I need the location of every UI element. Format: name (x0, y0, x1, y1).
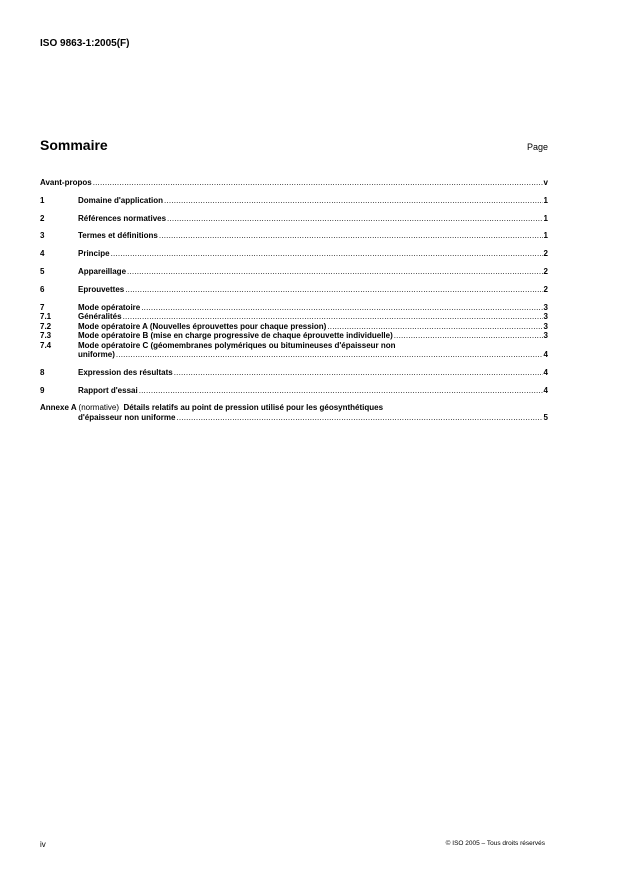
toc-entry-7-4[interactable] (40, 341, 548, 360)
dot-leader (167, 214, 543, 224)
footer-page-number: iv (40, 840, 46, 849)
dot-leader (93, 178, 543, 188)
toc-entry-number: 7.2 (40, 321, 52, 331)
toc-entry-7[interactable] (40, 303, 548, 313)
toc-entry-page: 3 (543, 312, 548, 322)
toc-entry-number: 3 (40, 231, 45, 241)
dot-leader (159, 231, 543, 241)
toc-entry-3[interactable] (40, 231, 548, 241)
toc-entry-label: Expression des résultats (78, 367, 173, 377)
toc-entry-5[interactable] (40, 267, 548, 277)
toc-entry-page: 2 (543, 284, 548, 294)
toc-entry-number: 4 (40, 249, 45, 259)
dot-leader (176, 413, 542, 423)
toc-entry-1[interactable] (40, 196, 548, 206)
toc-entry-page: 4 (543, 350, 548, 360)
toc-entry-number: 7.1 (40, 312, 52, 322)
toc-entry-label: Appareillage (78, 266, 127, 276)
page-column-label: Page (526, 142, 548, 152)
toc-entry-label: Généralités (78, 312, 122, 322)
toc-entry-page: 1 (543, 195, 548, 205)
dot-leader (394, 331, 543, 341)
dot-leader (111, 249, 543, 259)
toc-entry-7-3[interactable] (40, 331, 548, 341)
toc-entry-label-line1: Mode opératoire C (géomembranes polymériques ou bitumineuses d'épaisseur non (78, 340, 396, 350)
toc-entry-2[interactable] (40, 214, 548, 224)
annex-label-line2: d'épaisseur non uniforme (78, 412, 176, 422)
annex-type: (normative) (78, 403, 119, 413)
toc-entry-page: 1 (543, 213, 548, 223)
toc-entry-number: 7 (40, 302, 45, 312)
table-of-contents (40, 178, 548, 422)
toc-entry-7-2[interactable] (40, 322, 548, 332)
annex-prefix: Annexe A (40, 403, 77, 413)
toc-entry-number: 6 (40, 284, 45, 294)
toc-entry-label-line2: uniforme) (78, 350, 115, 360)
toc-entry-page: 4 (543, 385, 548, 395)
document-reference: ISO 9863-1:2005(F) (40, 38, 130, 49)
toc-entry-annex-a[interactable] (40, 403, 548, 422)
toc-entry-page: 3 (543, 321, 548, 331)
toc-entry-label: Avant-propos (40, 178, 92, 187)
dot-leader (327, 322, 542, 332)
dot-leader (127, 267, 543, 277)
dot-leader (139, 386, 543, 396)
toc-entry-number: 1 (40, 195, 45, 205)
toc-entry-7-1[interactable] (40, 312, 548, 322)
toc-entry-number: 2 (40, 213, 45, 223)
toc-title: Sommaire (40, 137, 108, 153)
toc-entry-label: Domaine d'application (78, 195, 164, 205)
toc-entry-label: Mode opératoire (78, 302, 141, 312)
toc-entry-number: 7.3 (40, 331, 52, 341)
toc-entry-page: 3 (543, 302, 548, 312)
toc-entry-label: Références normatives (78, 213, 167, 223)
toc-entry-label: Mode opératoire B (mise en charge progressive de chaque éprouvette individuelle) (78, 331, 393, 341)
dot-leader (174, 368, 543, 378)
toc-entry-page: 2 (543, 249, 548, 259)
toc-entry-4[interactable] (40, 249, 548, 259)
toc-entry-page: 4 (543, 367, 548, 377)
toc-entry-number: 8 (40, 367, 45, 377)
toc-entry-label: Termes et définitions (78, 231, 158, 241)
dot-leader (123, 312, 543, 322)
toc-entry-page: 1 (543, 231, 548, 241)
dot-leader (116, 350, 543, 360)
toc-entry-label: Principe (78, 249, 110, 259)
toc-entry-label: Mode opératoire A (Nouvelles éprouvettes pour chaque pression) (78, 321, 327, 331)
toc-entry-number: 9 (40, 385, 45, 395)
dot-leader (141, 303, 542, 313)
footer-copyright: © ISO 2005 – Tous droits réservés (445, 840, 545, 847)
toc-entry-page: 3 (543, 331, 548, 341)
dot-leader (125, 285, 542, 295)
toc-entry-page: v (543, 178, 548, 187)
toc-entry-label: Eprouvettes (78, 284, 125, 294)
toc-entry-9[interactable] (40, 386, 548, 396)
toc-entry-foreword[interactable] (40, 178, 548, 188)
annex-label-line1: Détails relatifs au point de pression utilisé pour les géosynthétiques (123, 403, 384, 413)
toc-entry-label: Rapport d'essai (78, 385, 138, 395)
toc-entry-8[interactable] (40, 368, 548, 378)
toc-entry-number: 5 (40, 266, 45, 276)
toc-entry-number: 7.4 (40, 340, 52, 350)
toc-entry-6[interactable] (40, 285, 548, 295)
dot-leader (164, 196, 543, 206)
toc-entry-page: 2 (543, 266, 548, 276)
toc-entry-page: 5 (543, 412, 548, 422)
